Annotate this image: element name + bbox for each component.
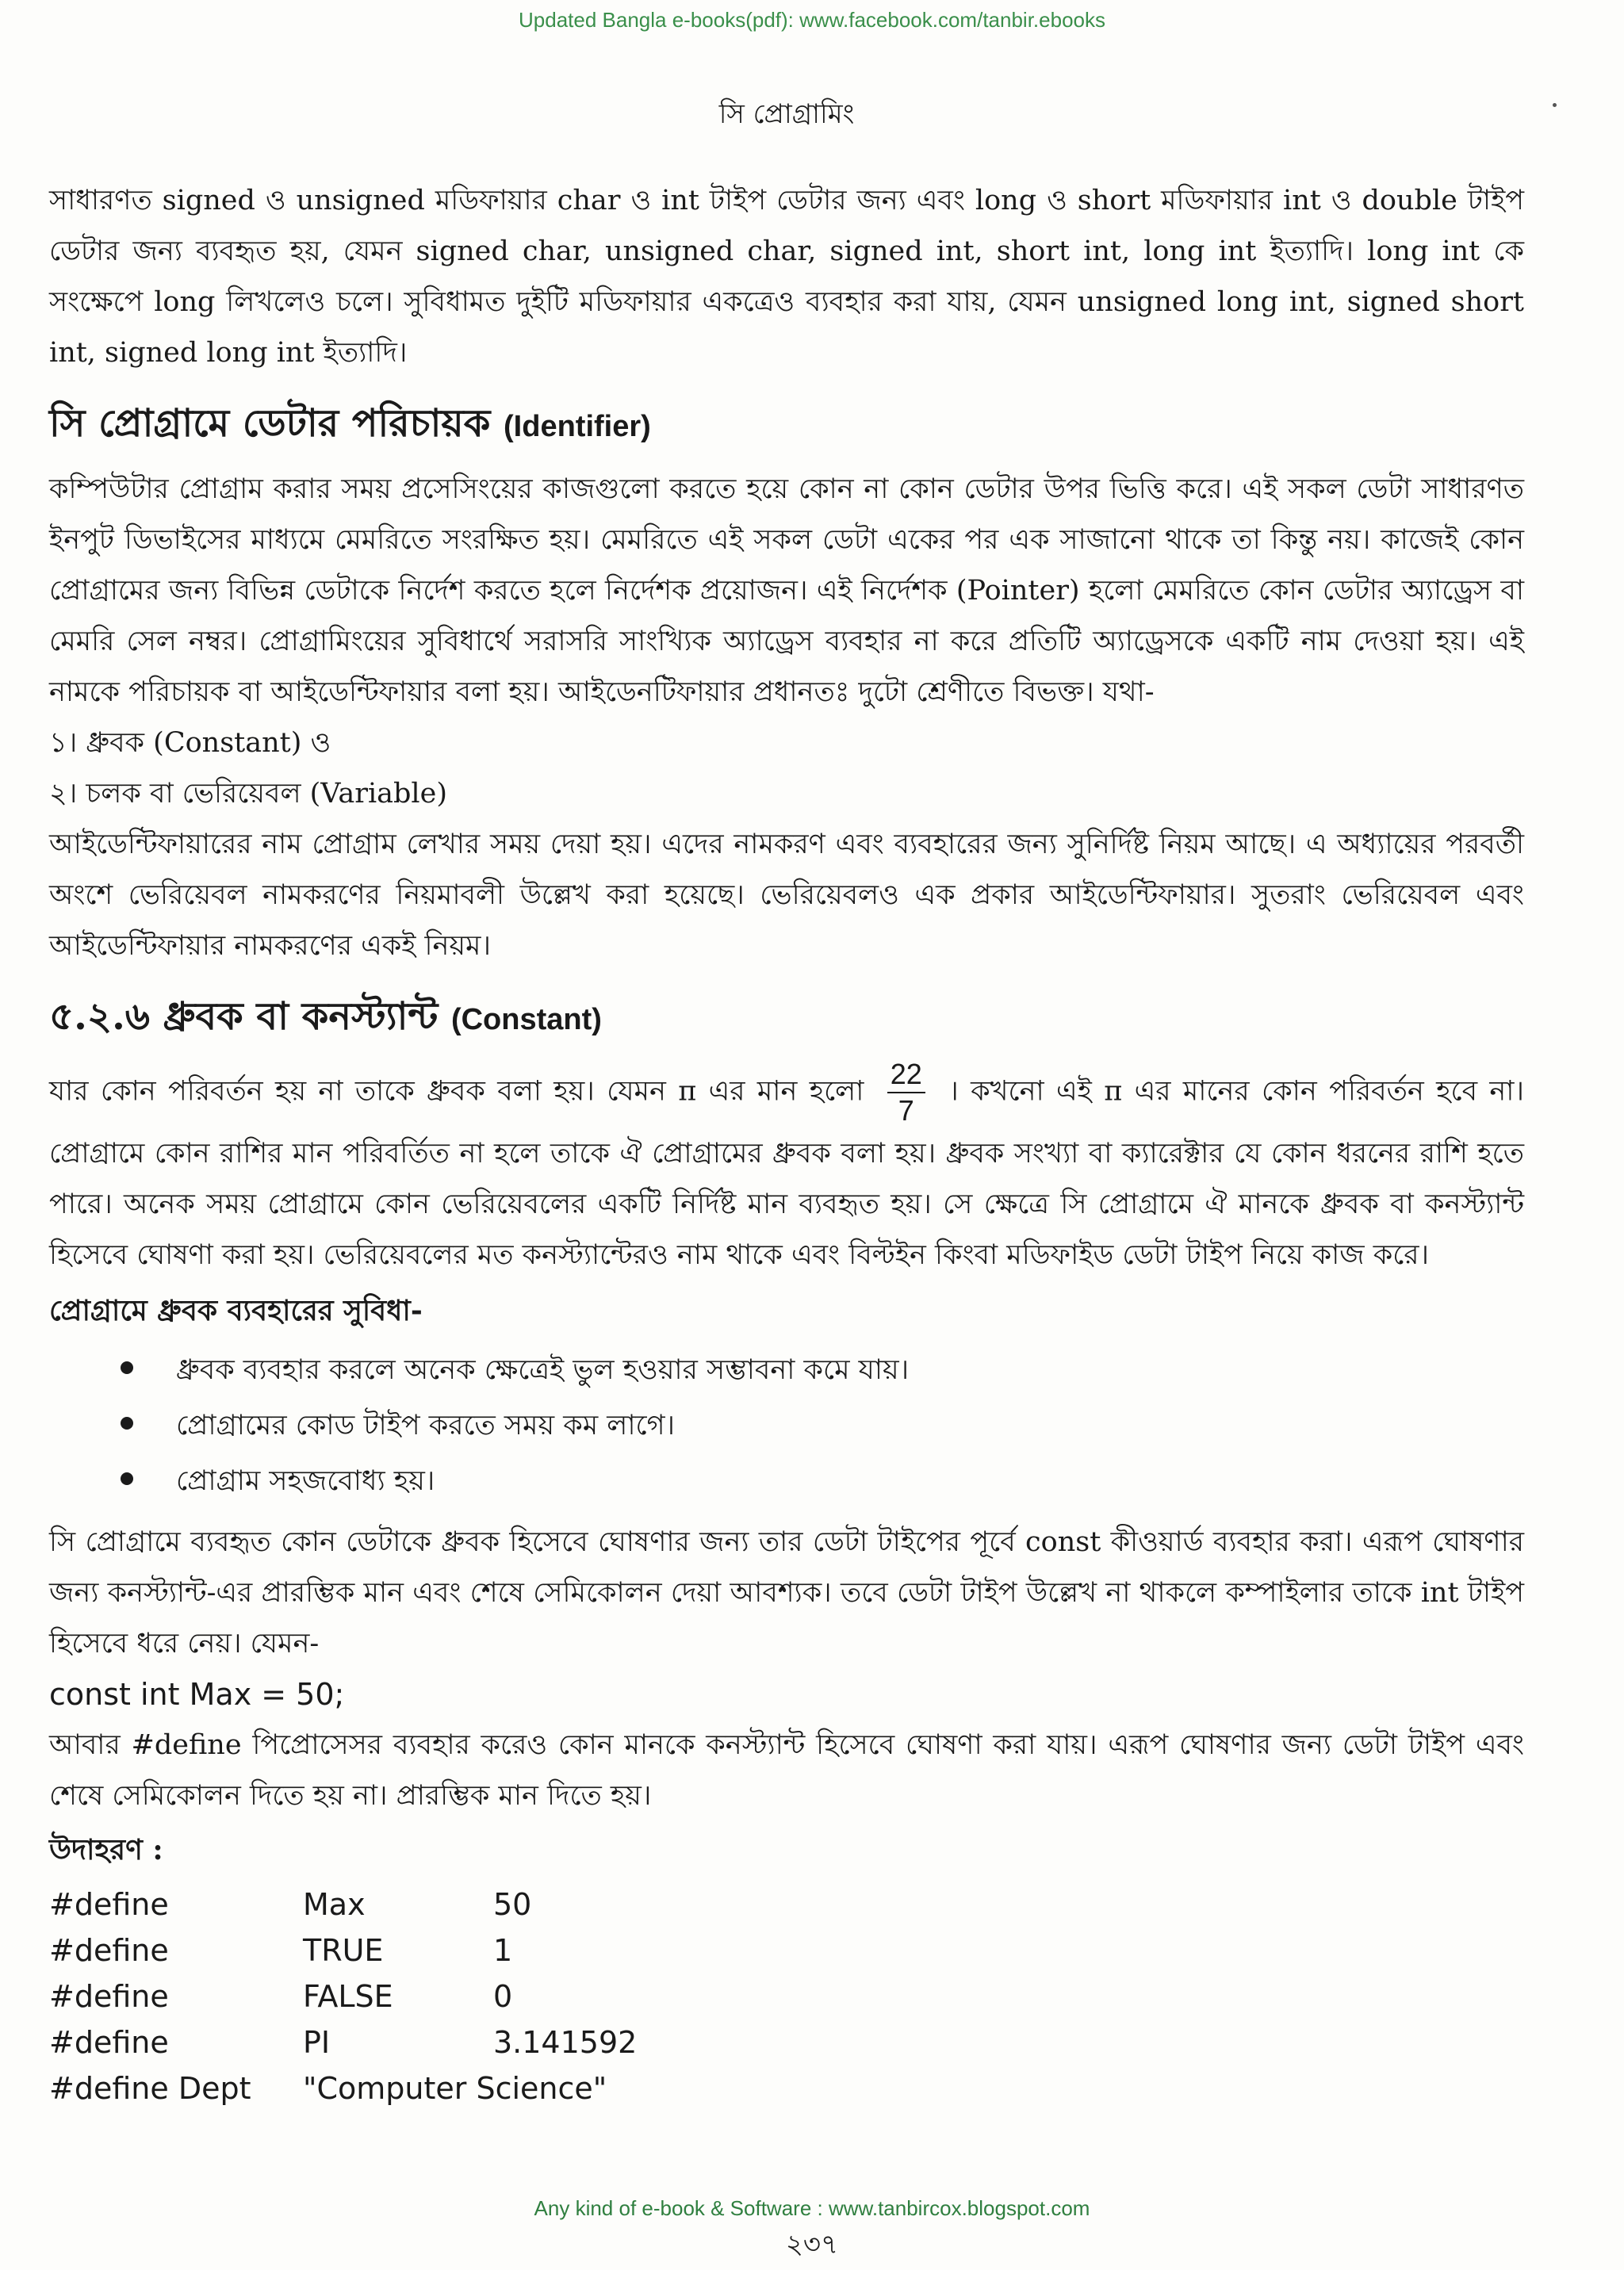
define-examples-table (49, 1881, 637, 2111)
section-heading-constant-bn: ৫.২.৬ ধ্রুবক বা কনস্ট্যান্ট (49, 994, 439, 1039)
page-body (49, 94, 1524, 2111)
fraction-numerator: 22 (887, 1057, 925, 1093)
paragraph-const-keyword: সি প্রোগ্রামে ব্যবহৃত কোন ডেটাকে ধ্রুবক হিসেবে ঘোষণার জন্য তার ডেটা টাইপের পূর্বে const কীওয়ার্ড ব্যবহার করা। এরূপ ঘোষণার জন্য কনস্ট্যান্ট-এর প্রারম্ভিক মান এবং শেষে সেমিকোলন দেয়া আবশ্যক। তবে ডেটা টাইপ উল্লেখ না থাকলে কম্পাইলার তাকে int টাইপ হিসেবে ধরে নেয়। যেমন- (49, 1526, 1524, 1659)
section-heading-identifier-en: (Identifier) (504, 410, 651, 443)
identifier-types-list (49, 718, 1524, 819)
paragraph-naming: আইডেন্টিফায়ারের নাম প্রোগ্রাম লেখার সময় দেয়া হয়। এদের নামকরণ এবং ব্যবহারের জন্য সুনির্দিষ্ট নিয়ম আছে। এ অধ্যায়ের পরবর্তী অংশে ভেরিয়েবল নামকরণের নিয়মাবলী উল্লেখ করা হয়েছে। ভেরিয়েবলও এক প্রকার আইডেন্টিফায়ার। সুতরাং ভেরিয়েবল এবং আইডেন্টিফায়ার নামকরণের একই নিয়ম। (49, 829, 1524, 962)
bullet-icon (121, 1361, 133, 1374)
paragraph-constant-rest: । কখনো এই π এর মানের কোন পরিবর্তন হবে না। প্রোগ্রামে কোন রাশির মান পরিবর্তিত না হলে তাকে ঐ প্রোগ্রামের ধ্রুবক বলা হয়। ধ্রুবক সংখ্যা বা ক্যারেক্টার যে কোন ধরনের রাশি হতে পারে। অনেক সময় প্রোগ্রামে কোন ভেরিয়েবলের একটি নির্দিষ্ট মান ব্যবহৃত হয়। সে ক্ষেত্রে সি প্রোগ্রামে ঐ মানকে ধ্রুবক বা কনস্ট্যান্ট হিসেবে ঘোষণা করা হয়। ভেরিয়েবলের মত কনস্ট্যান্টেরও নাম থাকে এবং বিল্টইন কিংবা মডিফাইড ডেটা টাইপ নিয়ে কাজ করে। (49, 1075, 1524, 1271)
list-item-text: প্রোগ্রামের কোড টাইপ করতে সময় কম লাগে। (176, 1410, 676, 1441)
running-head: সি প্রোগ্রামিং (718, 98, 855, 130)
page-number: ২৩৭ (785, 2229, 839, 2260)
table-row (49, 2065, 637, 2111)
code-const-example: const int Max = 50; (49, 1677, 345, 1712)
define-name: PI (303, 2025, 331, 2060)
define-directive: #define (49, 2025, 169, 2060)
paragraph-constant-start: যার কোন পরিবর্তন হয় না তাকে ধ্রুবক বলা হয়। যেমন π এর মান হলো (49, 1075, 864, 1108)
list-item (121, 1453, 1524, 1509)
paragraph-define: আবার #define পিপ্রোসেসর ব্যবহার করেও কোন মানকে কনস্ট্যান্ট হিসেবে ঘোষণা করা যায়। এরূপ ঘোষণার জন্য ডেটা টাইপ এবং শেষে সেমিকোলন দিতে হয় না। প্রারম্ভিক মান দিতে হয়। (49, 1729, 1524, 1812)
define-name: "Computer Science" (303, 2071, 607, 2106)
bottom-watermark-link[interactable]: Any kind of e-book & Software : www.tanbircox.blogspot.com (534, 2196, 1090, 2220)
section-heading-constant (49, 992, 1524, 1044)
define-name: Max (303, 1887, 366, 1922)
section-heading-identifier-bn: সি প্রোগ্রামে ডেটার পরিচায়ক (49, 401, 491, 446)
define-directive: #define Dept (49, 2071, 251, 2106)
bullet-icon (121, 1472, 133, 1485)
paragraph-identifier: কম্পিউটার প্রোগ্রাম করার সময় প্রসেসিংয়ের কাজগুলো করতে হয়ে কোন না কোন ডেটার উপর ভিত্তি করে। এই সকল ডেটা সাধারণত ইনপুট ডিভাইসের মাধ্যমে মেমরিতে সংরক্ষিত হয়। মেমরিতে এই সকল ডেটা একের পর এক সাজানো থাকে তা কিন্তু নয়। কাজেই কোন প্রোগ্রামের জন্য বিভিন্ন ডেটাকে নির্দেশ করতে হলে নির্দেশক প্রয়োজন। এই নির্দেশক (Pointer) হলো মেমরিতে কোন ডেটার অ্যাড্রেস বা মেমরি সেল নম্বর। প্রোগ্রামিংয়ের সুবিধার্থে সরাসরি সাংখ্যিক অ্যাড্রেস ব্যবহার না করে প্রতিটি অ্যাড্রেসকে একটি নাম দেওয়া হয়। এই নামকে পরিচায়ক বা আইডেন্টিফায়ার বলা হয়। আইডেনটিফায়ার প্রধানতঃ দুটো শ্রেণীতে বিভক্ত। যথা- (49, 473, 1524, 708)
list-item-text: ধ্রুবক ব্যবহার করলে অনেক ক্ষেত্রেই ভুল হওয়ার সম্ভাবনা কমে যায়। (176, 1354, 910, 1386)
example-label: উদাহরণ : (49, 1833, 163, 1866)
pi-fraction (887, 1057, 925, 1128)
paragraph-modifiers: সাধারণত signed ও unsigned মডিফায়ার char ও int টাইপ ডেটার জন্য এবং long ও short মডিফায়ার int ও double টাইপ ডেটার জন্য ব্যবহৃত হয়, যেমন signed char, unsigned char, signed int, short int, long int ইত্যাদি। long int কে সংক্ষেপে long লিখলেও চলে। সুবিধামত দুইটি মডিফায়ার একত্রেও ব্যবহার করা যায়, যেমন unsigned long int, signed short int, signed long int ইত্যাদি। (49, 185, 1524, 369)
list-item: ২। চলক বা ভেরিয়েবল (Variable) (49, 778, 447, 810)
list-item: ১। ধ্রুবক (Constant) ও (49, 727, 331, 759)
define-value: 1 (493, 1933, 513, 1968)
table-row (49, 1927, 637, 1973)
scan-speck (1553, 103, 1557, 107)
define-value: 50 (493, 1887, 532, 1922)
paragraph-constant (49, 1057, 1524, 1280)
table-row (49, 1881, 637, 1927)
list-item (121, 1398, 1524, 1453)
list-item (121, 1342, 1524, 1398)
list-item-text: প্রোগ্রাম সহজবোধ্য হয়। (176, 1465, 435, 1497)
advantages-list (49, 1342, 1524, 1509)
top-watermark-link[interactable]: Updated Bangla e-books(pdf): www.facebook.com/tanbir.ebooks (519, 8, 1105, 32)
define-name: TRUE (303, 1933, 384, 1968)
define-directive: #define (49, 1979, 169, 2014)
define-directive: #define (49, 1887, 169, 1922)
fraction-denominator: 7 (898, 1094, 914, 1127)
define-directive: #define (49, 1933, 169, 1968)
table-row (49, 1973, 637, 2019)
define-value: 3.141592 (493, 2025, 638, 2060)
section-heading-constant-en: (Constant) (450, 1003, 602, 1036)
bullet-icon (121, 1417, 133, 1430)
define-name: FALSE (303, 1979, 393, 2014)
advantages-heading: প্রোগ্রামে ধ্রুবক ব্যবহারের সুবিধা- (49, 1294, 423, 1327)
define-value: 0 (493, 1979, 513, 2014)
table-row (49, 2019, 637, 2065)
section-heading-identifier (49, 399, 1524, 451)
